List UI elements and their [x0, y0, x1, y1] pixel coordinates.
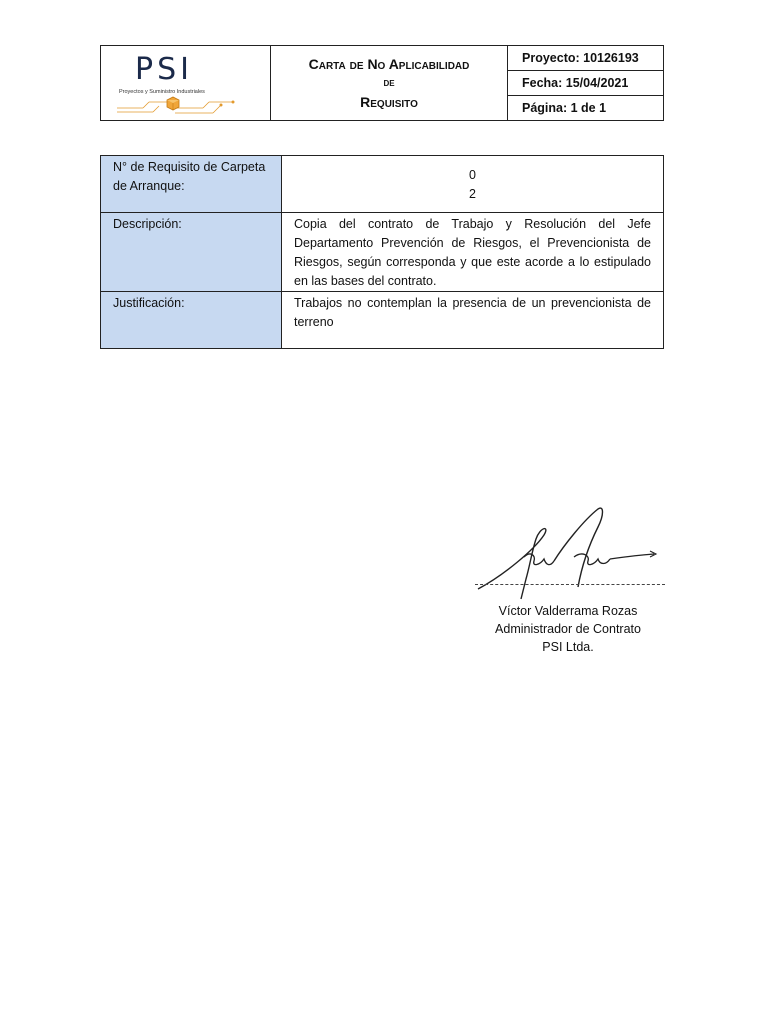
- requirement-number-line-1: 0: [469, 168, 476, 182]
- justification-label: Justificación:: [101, 292, 282, 349]
- circuit-logo-icon: [113, 52, 263, 117]
- document-date: Fecha: 15/04/2021: [508, 71, 664, 96]
- logo-subtitle: Proyectos y Suministro Industriales: [119, 89, 205, 95]
- signer-company: PSI Ltda.: [542, 640, 594, 654]
- requirement-table: [100, 155, 664, 349]
- signer-role: Administrador de Contrato: [495, 622, 641, 636]
- requirement-number-line-2: 2: [469, 187, 476, 201]
- table-row: [101, 292, 664, 349]
- signature-line: [475, 584, 665, 585]
- document-header: [100, 45, 664, 121]
- requirement-number-label: N° de Requisito de Carpeta de Arranque:: [101, 156, 282, 213]
- table-row: [101, 213, 664, 292]
- title-line-3: Requisito: [360, 93, 418, 110]
- project-number: Proyecto: 10126193: [508, 46, 664, 71]
- logo-cell: [101, 46, 271, 121]
- title-line-1: Carta de No Aplicabilidad: [308, 55, 470, 72]
- handwritten-signature: [474, 505, 666, 600]
- requirement-number-value: [282, 156, 664, 213]
- justification-value: Trabajos no contemplan la presencia de un prevencionista de terreno: [282, 292, 664, 349]
- description-label: Descripción:: [101, 213, 282, 292]
- description-value: Copia del contrato de Trabajo y Resolución del Jefe Departamento Prevención de Riesgos, el Prevencionista de Riesgos, según corresponda y que este acorde a lo estipulado en las bases del contrato.: [282, 213, 664, 292]
- company-logo: [113, 52, 263, 117]
- signer-name: Víctor Valderrama Rozas: [498, 604, 638, 618]
- table-row: [101, 156, 664, 213]
- logo-text: PSI: [135, 52, 193, 87]
- document-title: [271, 46, 508, 121]
- page-number: Página: 1 de 1: [508, 96, 664, 121]
- signature-block: [468, 602, 668, 656]
- title-line-2: de: [383, 76, 395, 89]
